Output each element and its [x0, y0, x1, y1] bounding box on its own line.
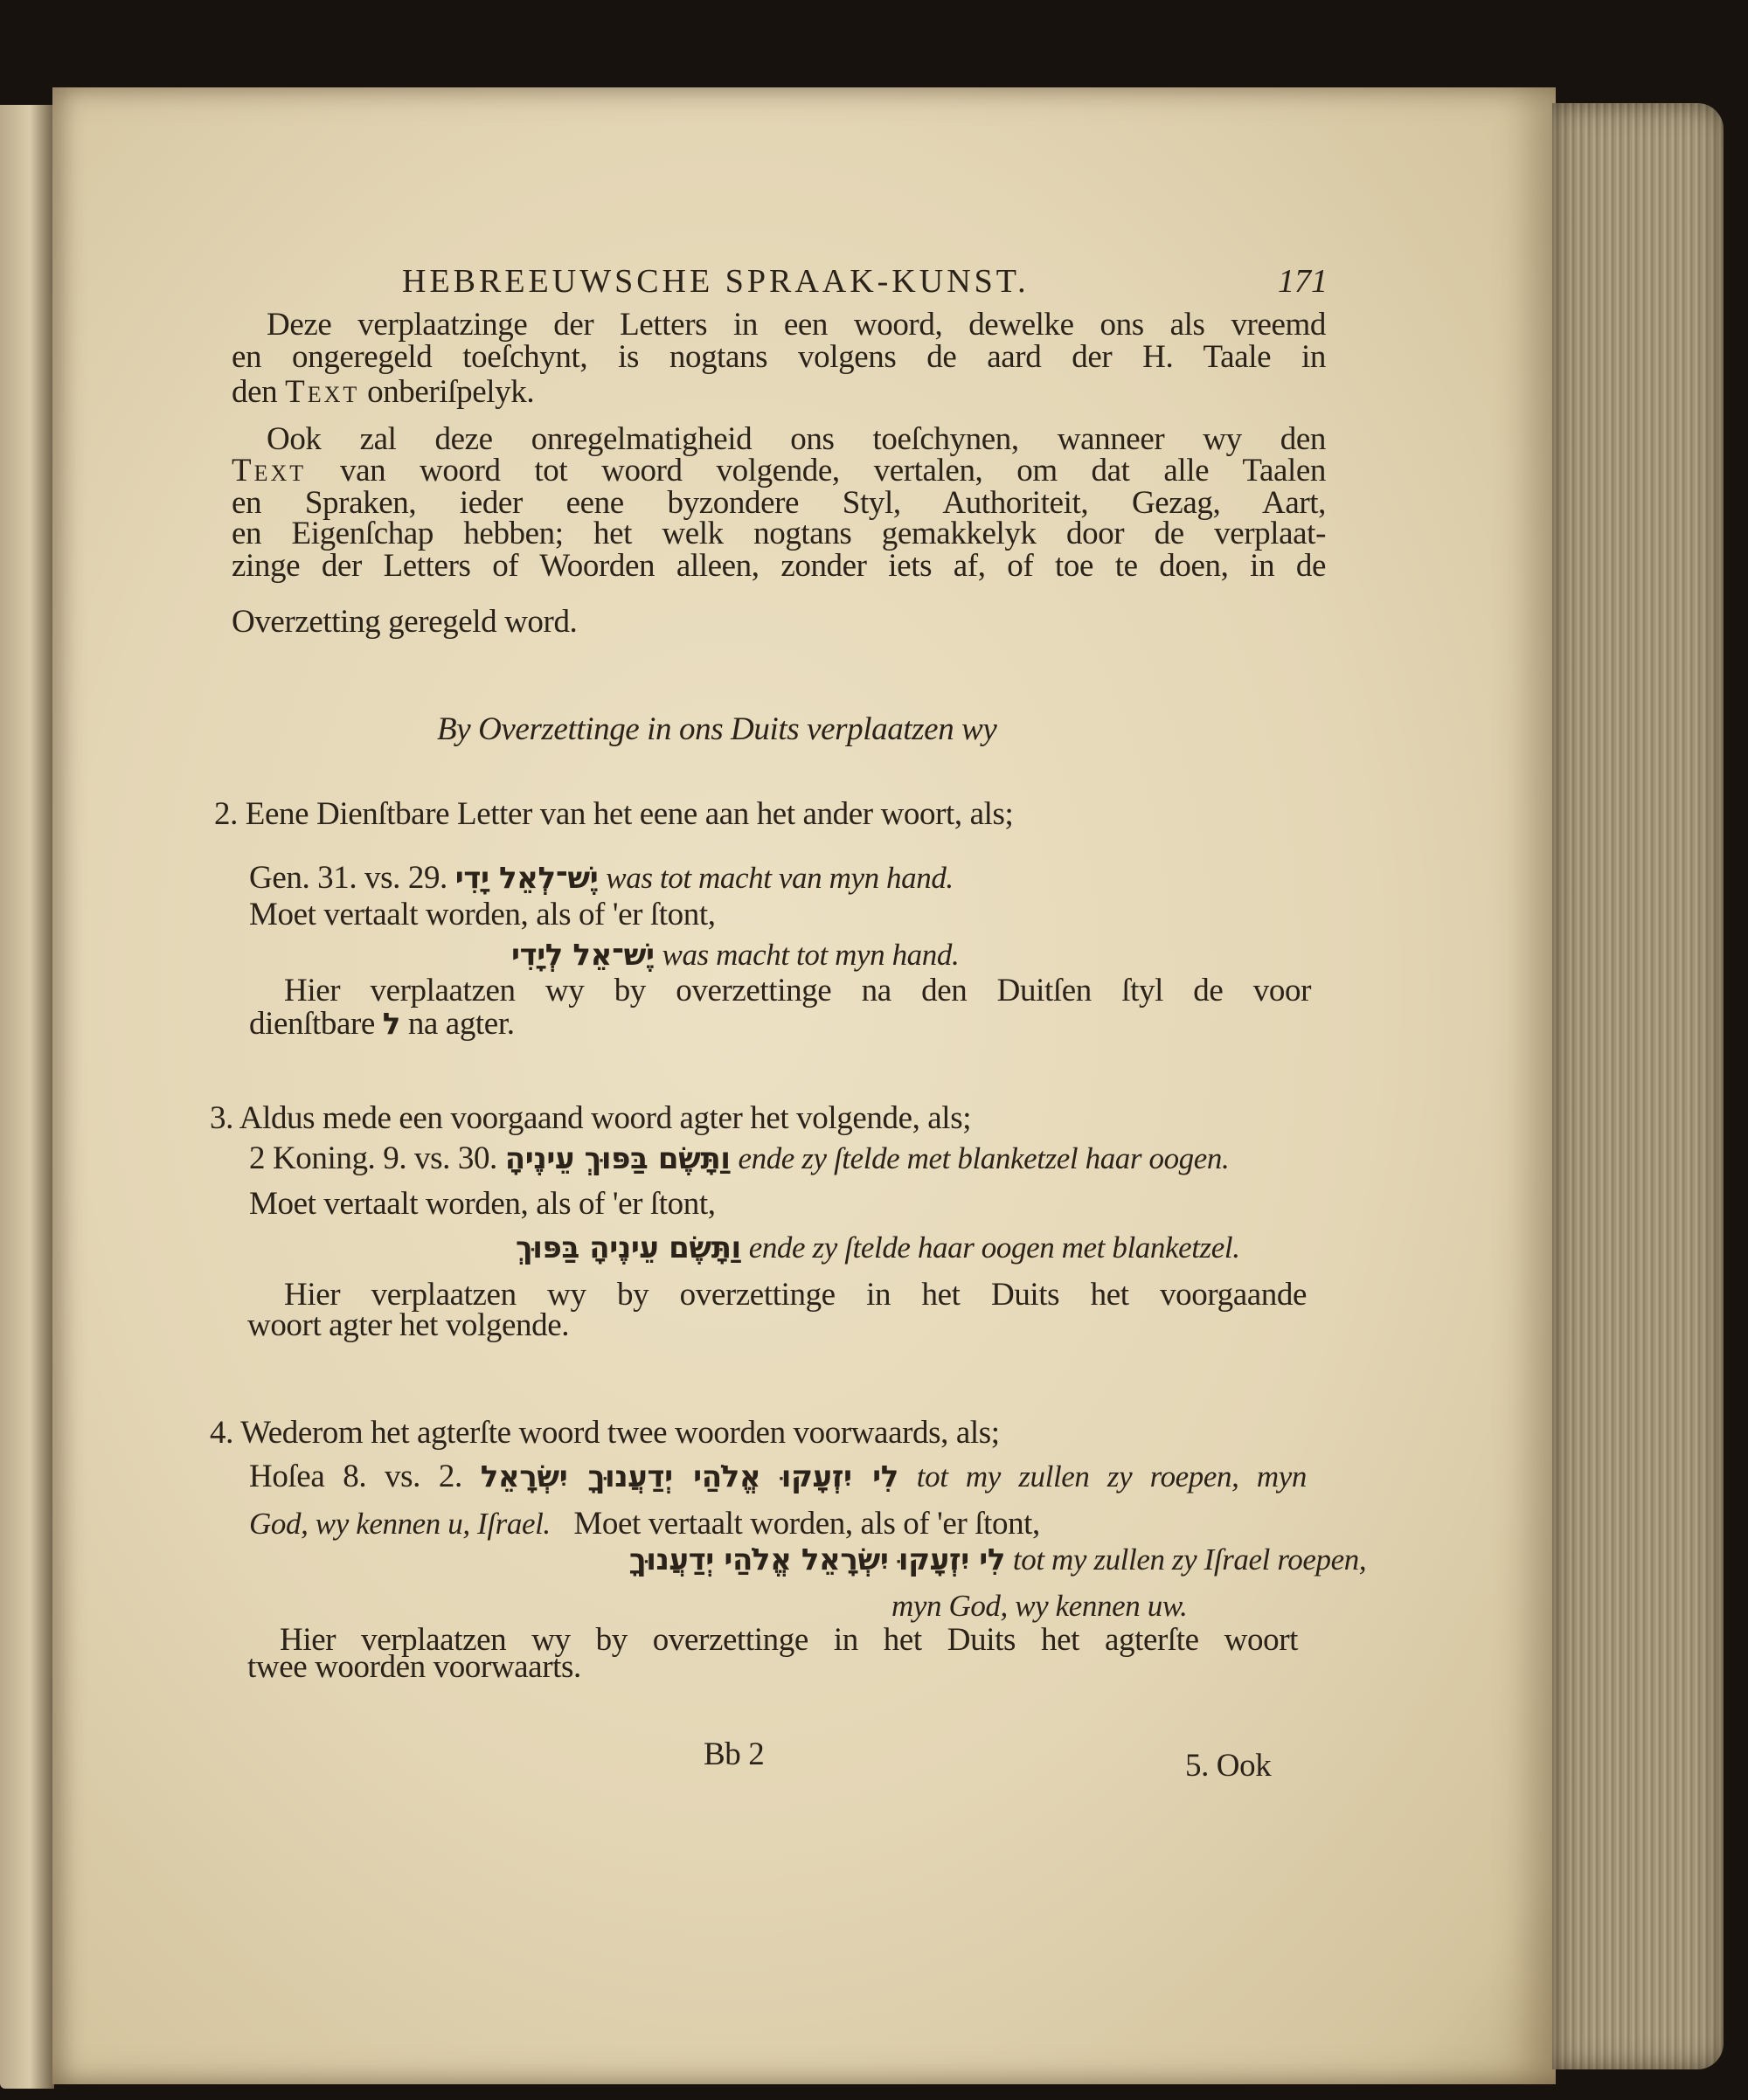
- hebrew-text: לִי יִזְעָקוּ אֱלֹהַי יְדַעֲנוּךָ יִשְׂרָאֵל: [480, 1459, 898, 1494]
- translation: tot my zullen zy roepen, myn: [916, 1459, 1307, 1494]
- text: Moet vertaalt worden, als of 'er ſtont,: [573, 1506, 1040, 1542]
- section-4-title: 4. Wederom het agterſte woord twee woorden voorwaards, als;: [210, 1415, 1000, 1451]
- translation: ende zy ſtelde met blanketzel haar oogen.: [738, 1141, 1230, 1175]
- hebrew-text: וַתָּשֶׂם עֵינֶיהָ בַּפּוּךְ: [516, 1230, 741, 1265]
- text: na agter.: [407, 1006, 515, 1042]
- hebrew-text: יֶשׁ־לְאֵל יָדִי: [454, 861, 599, 896]
- text-line: Deze verplaatzinge der Letters in een woord, dewelke ons als vreemd: [267, 307, 1326, 343]
- text-line: [249, 1505, 1040, 1543]
- reference: Hoſea 8. vs. 2.: [249, 1459, 462, 1494]
- signature-mark: Bb 2: [704, 1736, 765, 1772]
- text-line: twee woorden voorwaarts.: [247, 1649, 581, 1685]
- facing-page-edge: [0, 105, 54, 2089]
- hebrew-text: יֶשׁ־אֵל לְיָדִי: [511, 938, 655, 973]
- text-line: [249, 1005, 515, 1043]
- text-line: [249, 1458, 1307, 1496]
- text-line: Hier verplaatzen wy by overzettinge in het Duits het agterſte woort: [280, 1622, 1298, 1658]
- text-line: [249, 1140, 1229, 1178]
- reference: 2 Koning. 9. vs. 30.: [249, 1140, 497, 1176]
- book-fore-edge: [1552, 103, 1724, 2069]
- catchword: 5. Ook: [1185, 1748, 1272, 1784]
- text-line: [232, 373, 534, 412]
- translation: God, wy kennen u, Iſrael.: [249, 1507, 551, 1541]
- text: van woord tot woord volgende, vertalen, om dat alle Taalen: [340, 453, 1327, 489]
- running-title: HEBREEUWSCHE SPRAAK-KUNST.: [402, 263, 1030, 300]
- text-line: [629, 1541, 1366, 1579]
- text-line: Ook zal deze onregelmatigheid ons toeſchynen, wanneer wy den: [267, 421, 1326, 457]
- translation: was macht tot myn hand.: [662, 938, 960, 972]
- text-line: zinge der Letters of Woorden alleen, zonder iets af, of toe te doen, in de: [232, 548, 1326, 584]
- text: onberiſpelyk.: [367, 374, 535, 410]
- text-line: en Eigenſchap hebben; het welk nogtans gemakkelyk door de verplaat-: [232, 516, 1326, 551]
- hebrew-text: וַתָּשֶׂם בַּפּוּךְ עֵינֶיהָ: [504, 1141, 731, 1176]
- translation: tot my zullen zy Iſrael roepen,: [1012, 1542, 1367, 1577]
- page-number: 171: [1278, 263, 1328, 300]
- translation: was tot macht van myn hand.: [606, 861, 954, 895]
- section-2-title: 2. Eene Dienſtbare Letter van het eene aan het ander woort, als;: [214, 796, 1014, 832]
- translation: ende zy ſtelde haar oogen met blanketzel.: [748, 1230, 1240, 1265]
- section-subheading: By Overzettinge in ons Duits verplaatzen wy: [437, 711, 997, 747]
- small-caps-text: Text: [232, 453, 307, 489]
- text-line: [511, 936, 959, 974]
- text: dienſtbare: [249, 1006, 375, 1042]
- text-line: Moet vertaalt worden, als of 'er ſtont,: [249, 897, 716, 932]
- hebrew-letter: ל: [382, 1007, 400, 1042]
- text: den: [232, 374, 278, 410]
- hebrew-text: לִי יִזְעָקוּ יִשְׂרָאֵל אֱלֹהַי יְדַעֲנוּךָ: [629, 1542, 1006, 1577]
- text-line: [249, 859, 954, 898]
- text-line: en Spraken, ieder eene byzondere Styl, Authoriteit, Gezag, Aart,: [232, 485, 1326, 521]
- text-line: Hier verplaatzen wy by overzettinge na den Duitſen ſtyl de voor: [284, 973, 1311, 1008]
- text-line: Moet vertaalt worden, als of 'er ſtont,: [249, 1186, 716, 1222]
- text-line: [516, 1229, 1240, 1267]
- section-3-title: 3. Aldus mede een voorgaand woord agter het volgende, als;: [210, 1100, 972, 1136]
- text-line: en ongeregeld toeſchynt, is nogtans volgens de aard der H. Taale in: [232, 339, 1326, 375]
- small-caps-text: Text: [285, 374, 360, 410]
- reference: Gen. 31. vs. 29.: [249, 860, 447, 896]
- translation: myn God, wy kennen uw.: [891, 1589, 1188, 1623]
- text-line: Overzetting geregeld word.: [232, 604, 578, 640]
- text-line: Hier verplaatzen wy by overzettinge in het Duits het voorgaande: [284, 1277, 1307, 1313]
- text-line: woort agter het volgende.: [247, 1307, 570, 1343]
